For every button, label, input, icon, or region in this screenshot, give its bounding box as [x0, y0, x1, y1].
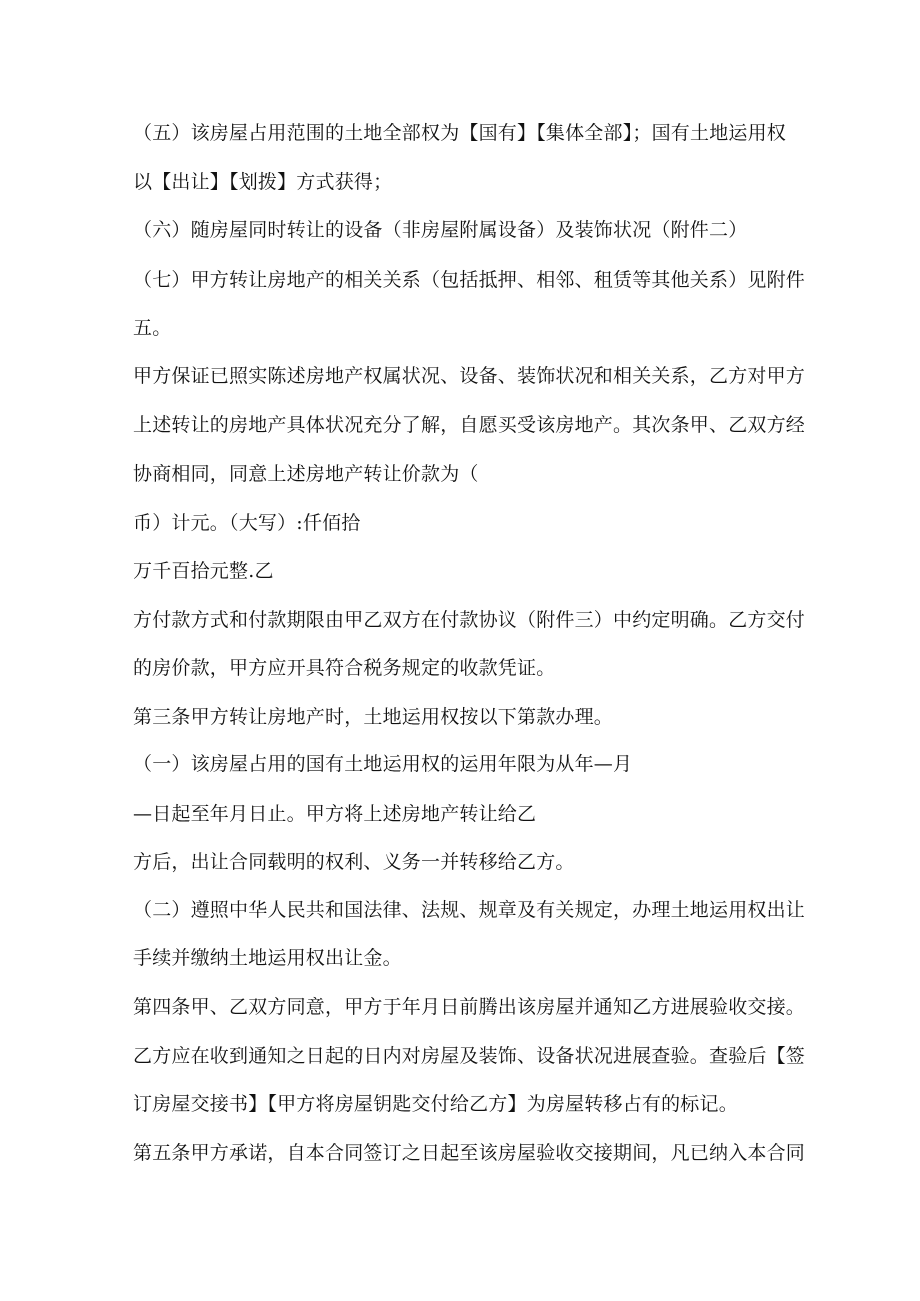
- text-line: 方后，出让合同载明的权利、义务一并转移给乙方。: [133, 851, 575, 873]
- text-line: （七）甲方转让房地产的相关关系（包括抵押、相邻、租赁等其他关系）见附件: [133, 269, 806, 291]
- text-line: 订房屋交接书】【甲方将房屋钥匙交付给乙方】为房屋转移占有的标记。: [133, 1093, 738, 1115]
- text-line: 的房价款，甲方应开具符合税务规定的收款凭证。: [133, 657, 556, 679]
- text-line: 五。: [133, 317, 172, 339]
- text-line: 上述转让的房地产具体状况充分了解，自愿买受该房地产。其次条甲、乙双方经: [133, 414, 806, 436]
- text-line: 万千百拾元整.乙: [133, 560, 274, 582]
- text-line: （二）遵照中华人民共和国法律、法规、规章及有关规定，办理土地运用权出让: [133, 899, 806, 921]
- text-line: 乙方应在收到通知之日起的日内对房屋及装饰、设备状况进展查验。查验后【签: [133, 1045, 806, 1067]
- text-line: 甲方保证已照实陈述房地产权属状况、设备、装饰状况和相关关系，乙方对甲方: [133, 365, 806, 387]
- text-line: 以【出让】【划拨】方式获得；: [133, 171, 393, 193]
- text-line: 手续并缴纳土地运用权出让金。: [133, 947, 402, 969]
- text-line: 协商相同，同意上述房地产转让价款为（: [133, 463, 479, 485]
- text-line: 第五条甲方承诺，自本合同签订之日起至该房屋验收交接期间，凡已纳入本合同: [133, 1142, 806, 1164]
- text-line: —日起至年月日止。甲方将上述房地产转让给乙: [133, 803, 537, 825]
- text-line: （五）该房屋占用范围的土地全部权为【国有】【集体全部】；国有土地运用权: [133, 122, 787, 144]
- text-line: 第三条甲方转让房地产时，土地运用权按以下第款办理。: [133, 706, 614, 728]
- text-line: （六）随房屋同时转让的设备（非房屋附属设备）及装饰状况（附件二）: [133, 219, 748, 241]
- text-line: 第四条甲、乙双方同意，甲方于年月日前腾出该房屋并通知乙方进展验收交接。: [133, 996, 806, 1018]
- text-line: 方付款方式和付款期限由甲乙双方在付款协议（附件三）中约定明确。乙方交付: [133, 609, 806, 631]
- text-line: （一）该房屋占用的国有土地运用权的运用年限为从年—月: [133, 753, 633, 775]
- text-line: 币）计元。（大写）:仟佰拾: [133, 512, 361, 534]
